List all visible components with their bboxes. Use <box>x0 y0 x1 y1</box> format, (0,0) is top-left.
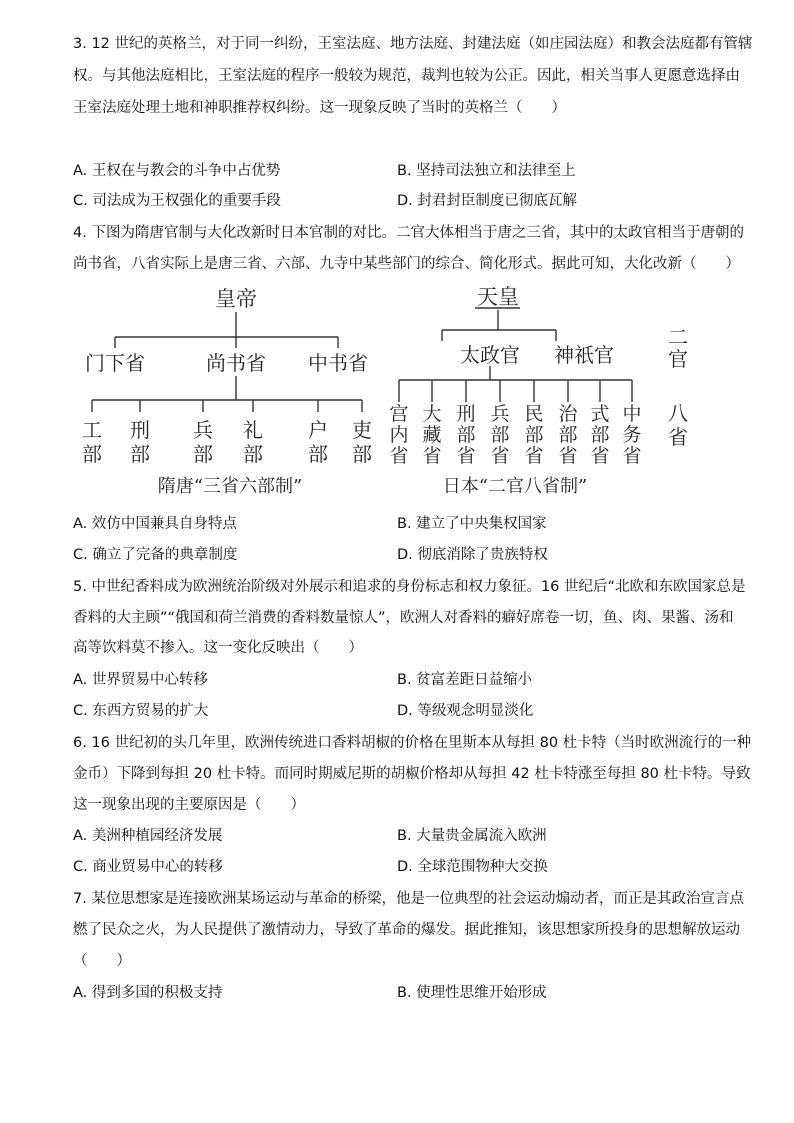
left-department-label: 兵部 <box>193 418 213 466</box>
question-5-option-b[interactable]: B. 贫富差距日益缩小 <box>397 672 533 688</box>
question-6-option-d[interactable]: D. 全球范围物种大交换 <box>397 859 548 875</box>
right-ministry-label: 刑部省 <box>456 403 476 467</box>
left-department-label: 吏部 <box>352 418 372 466</box>
right-ministry-label: 中务省 <box>622 403 642 467</box>
side-label-eight-ministries: 八省 <box>668 401 688 449</box>
question-3-option-c[interactable]: C. 司法成为王权强化的重要手段 <box>73 193 281 209</box>
left-department-label: 刑部 <box>130 418 150 466</box>
question-7-option-a[interactable]: A. 得到多国的积极支持 <box>73 985 223 1001</box>
left-department-label: 礼部 <box>243 418 263 466</box>
side-label-two-offices: 二官 <box>668 325 688 371</box>
left-level2-label: 中书省 <box>308 351 368 375</box>
question-3-option-a[interactable]: A. 王权在与教会的斗争中占优势 <box>73 163 281 179</box>
left-root-label: 皇帝 <box>215 287 257 311</box>
question-4-option-d[interactable]: D. 彻底消除了贵族特权 <box>397 547 548 563</box>
question-6-line-2: 金币）下降到每担 20 杜卡特。而同时期威尼斯的胡椒价格却从每担 42 杜卡特涨至每担 80 杜卡特。导致 <box>73 766 751 782</box>
right-root-label: 天皇 <box>477 285 519 309</box>
question-4-line-1: 4. 下图为隋唐官制与大化改新时日本官制的对比。二官大体相当于唐之三省，其中的太政官相当于唐朝的 <box>73 225 744 241</box>
left-department-label: 工部 <box>82 418 102 466</box>
question-3-line-2: 权。与其他法庭相比，王室法庭的程序一般较为规范，裁判也较为公正。因此，相关当事人更愿意选择由 <box>73 68 740 84</box>
question-7-option-b[interactable]: B. 使理性思维开始形成 <box>397 985 547 1001</box>
question-5-line-2: 香料的大主顾”“俄国和荷兰消费的香料数量惊人”，欧洲人对香料的癖好席卷一切，鱼、肉、果酱、汤和 <box>73 610 734 626</box>
right-ministry-label: 治部省 <box>558 403 578 467</box>
question-6-option-c[interactable]: C. 商业贸易中心的转移 <box>73 859 223 875</box>
right-level2-label: 神祇官 <box>554 343 614 367</box>
question-6-option-b[interactable]: B. 大量贵金属流入欧洲 <box>397 828 547 844</box>
question-4-option-c[interactable]: C. 确立了完备的典章制度 <box>73 547 238 563</box>
question-7-line-2: 燃了民众之火，为人民提供了激情动力，导致了革命的爆发。据此推知，该思想家所投身的思想解放运动 <box>73 922 740 938</box>
right-ministry-label: 宫内省 <box>389 403 409 467</box>
right-ministry-label: 大藏省 <box>422 403 442 467</box>
right-level2-label: 太政官 <box>460 343 520 367</box>
right-ministry-label: 式部省 <box>590 403 610 467</box>
question-5-line-3: 高等饮料莫不掺入。这一变化反映出（ ） <box>73 640 363 656</box>
question-3-line-1: 3. 12 世纪的英格兰，对于同一纠纷，王室法庭、地方法庭、封建法庭（如庄园法庭）和教会法庭都有管辖 <box>73 36 753 52</box>
question-5-option-a[interactable]: A. 世界贸易中心转移 <box>73 672 208 688</box>
question-4-option-b[interactable]: B. 建立了中央集权国家 <box>397 516 547 532</box>
question-4-line-2: 尚书省，八省实际上是唐三省、六部、九寺中某些部门的综合、简化形式。据此可知，大化改新（ ） <box>73 256 740 272</box>
right-ministry-label: 兵部省 <box>490 403 510 467</box>
question-3-line-3: 王室法庭处理土地和神职推荐权纠纷。这一现象反映了当时的英格兰（ ） <box>73 100 566 116</box>
question-6-line-1: 6. 16 世纪初的头几年里，欧洲传统进口香料胡椒的价格在里斯本从每担 80 杜卡特（当时欧洲流行的一种 <box>73 735 752 751</box>
left-diagram-caption: 隋唐“三省六部制” <box>157 476 303 497</box>
left-department-label: 户部 <box>308 418 328 466</box>
question-5-option-d[interactable]: D. 等级观念明显淡化 <box>397 703 534 719</box>
question-5-line-1: 5. 中世纪香料成为欧洲统治阶级对外展示和追求的身份标志和权力象征。16 世纪后“北欧和东欧国家总是 <box>73 579 746 595</box>
left-level2-label: 门下省 <box>85 351 145 375</box>
left-level2-label: 尚书省 <box>206 351 266 375</box>
government-structure-diagram <box>70 282 730 504</box>
right-diagram-caption: 日本“二官八省制” <box>442 476 588 497</box>
question-7-line-1: 7. 某位思想家是连接欧洲某场运动与革命的桥梁，他是一位典型的社会运动煽动者，而正是其政治宣言点 <box>73 891 744 907</box>
question-3-option-d[interactable]: D. 封君封臣制度已彻底瓦解 <box>397 193 577 209</box>
question-4-option-a[interactable]: A. 效仿中国兼具自身特点 <box>73 516 237 532</box>
question-6-option-a[interactable]: A. 美洲种植园经济发展 <box>73 828 223 844</box>
question-7-line-3: （ ） <box>73 953 131 969</box>
question-5-option-c[interactable]: C. 东西方贸易的扩大 <box>73 703 209 719</box>
question-6-line-3: 这一现象出现的主要原因是（ ） <box>73 797 305 813</box>
right-ministry-label: 民部省 <box>524 403 544 467</box>
question-3-option-b[interactable]: B. 坚持司法独立和法律至上 <box>397 163 576 179</box>
